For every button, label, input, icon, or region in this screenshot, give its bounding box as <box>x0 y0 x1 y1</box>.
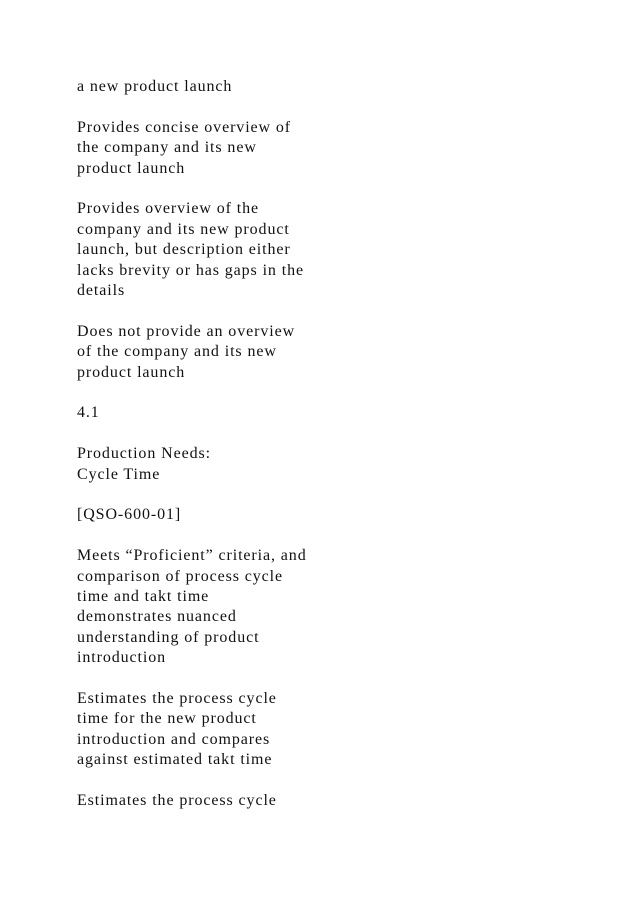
text-line: product launch <box>77 159 186 177</box>
text-line: time for the new product <box>77 710 257 728</box>
text-line: details <box>77 282 126 300</box>
paragraph-needs-improvement-cycle-time <box>77 791 377 811</box>
criterion-title <box>77 444 377 485</box>
section-number <box>77 403 377 423</box>
document-body <box>77 77 377 832</box>
text-line: introduction and compares <box>77 730 271 748</box>
course-code <box>77 505 377 525</box>
text-line: Estimates the process cycle <box>77 792 277 810</box>
text-line: the company and its new <box>77 139 257 157</box>
text-line: Estimates the process cycle <box>77 690 277 708</box>
text-line: a new product launch <box>77 78 233 95</box>
text-line: time and takt time <box>77 588 210 606</box>
text-line: 4.1 <box>77 404 100 422</box>
text-line: comparison of process cycle <box>77 567 284 585</box>
paragraph-proficient-cycle-time <box>77 689 377 771</box>
text-line: Does not provide an overview <box>77 322 296 340</box>
text-line: Production Needs: <box>77 445 211 463</box>
text-line: of the company and its new <box>77 343 277 361</box>
text-line: company and its new product <box>77 220 290 238</box>
text-line: lacks brevity or has gaps in the <box>77 261 304 279</box>
text-line: Provides concise overview of <box>77 118 292 136</box>
text-line: demonstrates nuanced <box>77 608 237 626</box>
paragraph-not-evident-overview <box>77 322 377 383</box>
paragraph-proficient-overview <box>77 118 377 179</box>
text-line: Provides overview of the <box>77 200 260 218</box>
paragraph-launch-fragment <box>77 77 377 97</box>
text-line: product launch <box>77 363 186 381</box>
paragraph-exemplary-cycle-time <box>77 546 377 668</box>
text-line: understanding of product <box>77 628 260 646</box>
text-line: introduction <box>77 649 167 667</box>
paragraph-needs-improvement-overview <box>77 199 377 301</box>
text-line: launch, but description either <box>77 241 291 259</box>
text-line: [QSO-600-01] <box>77 506 182 524</box>
text-line: against estimated takt time <box>77 751 273 769</box>
text-line: Cycle Time <box>77 465 161 483</box>
text-line: Meets “Proficient” criteria, and <box>77 547 307 565</box>
